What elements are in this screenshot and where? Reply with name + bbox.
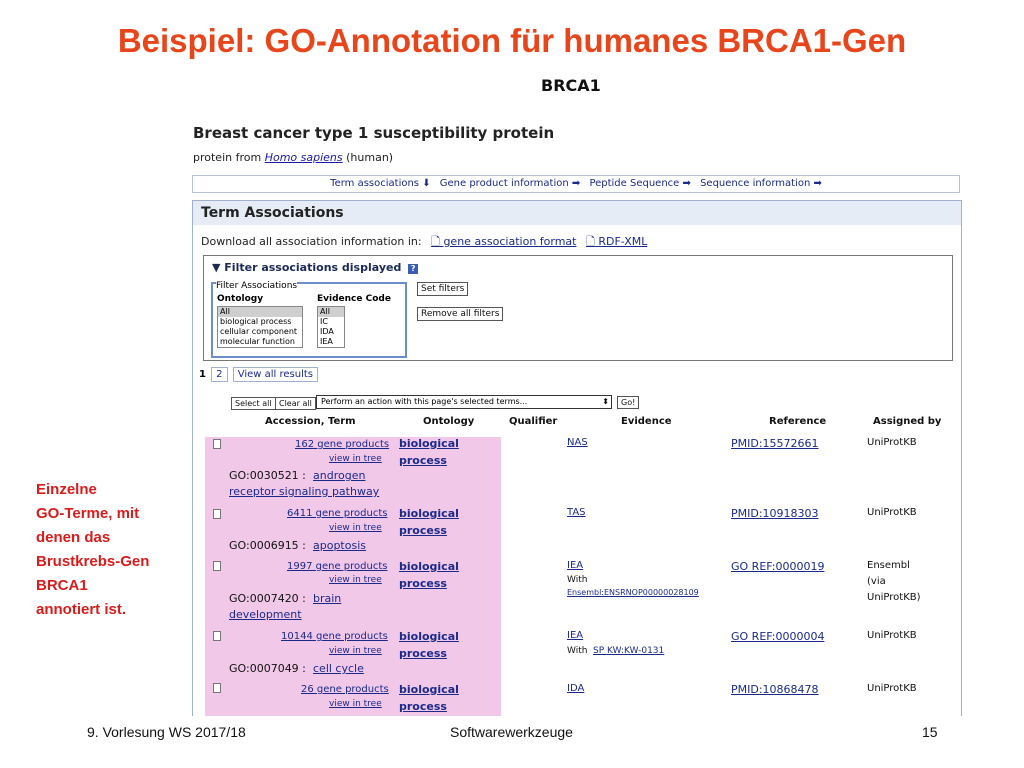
panel-header	[193, 201, 961, 225]
view-in-tree-link[interactable]: view in tree	[329, 575, 382, 585]
filter-toggle[interactable]	[212, 261, 418, 274]
chevron-down-icon: ⬍	[602, 397, 609, 406]
evidence-option[interactable]: IDA	[320, 327, 334, 336]
side-note-line: Einzelne	[36, 481, 97, 498]
col-accession-term: Accession, Term	[265, 416, 356, 427]
go-button[interactable]: Go!	[617, 396, 639, 409]
side-note-line: GO-Terme, mit	[36, 505, 140, 522]
remove-filters-button[interactable]: Remove all filters	[417, 307, 503, 321]
with-label: With	[567, 646, 588, 656]
row-checkbox[interactable]	[213, 631, 221, 641]
protein-title: Breast cancer type 1 susceptibility protein	[193, 124, 555, 142]
nav-term-associations[interactable]: Term associations ⬇	[330, 178, 431, 189]
nav-gene-product-info[interactable]: Gene product information ➡	[439, 178, 581, 189]
assigned-by: Ensembl	[867, 560, 910, 571]
reference-link[interactable]: PMID:15572661	[731, 437, 819, 450]
ontology-link[interactable]: process	[399, 454, 447, 467]
assigned-by: (via	[867, 576, 886, 587]
pagination	[199, 367, 318, 382]
ontology-link[interactable]: process	[399, 577, 447, 590]
file-icon: 🗋	[431, 235, 440, 248]
go-term-link[interactable]: apoptosis	[313, 539, 366, 552]
evidence-listbox[interactable]	[317, 306, 345, 348]
col-reference: Reference	[769, 416, 827, 427]
col-evidence: Evidence	[621, 416, 672, 427]
panel-title: Term Associations	[201, 205, 344, 221]
ontology-listbox[interactable]	[217, 306, 303, 348]
reference-link[interactable]: GO REF:0000004	[731, 630, 825, 643]
col-qualifier: Qualifier	[509, 416, 558, 427]
action-select[interactable]	[316, 395, 612, 409]
reference-link[interactable]: GO REF:0000019	[731, 560, 825, 573]
evidence-link[interactable]: TAS	[567, 507, 586, 518]
filter-panel	[203, 255, 953, 361]
view-all-results-link[interactable]: View all results	[233, 367, 318, 382]
ontology-link[interactable]: process	[399, 524, 447, 537]
side-note-line: denen das	[36, 529, 111, 546]
reference-link[interactable]: PMID:10868478	[731, 683, 819, 696]
go-id: GO:0030521 :	[229, 469, 306, 482]
side-note-line: annotiert ist.	[36, 601, 127, 618]
action-select-value: Perform an action with this page's selected terms...	[321, 397, 528, 406]
rdf-xml-link[interactable]	[586, 235, 647, 248]
with-value-link[interactable]: Ensembl:ENSRNOP00000028109	[567, 588, 699, 597]
row-checkbox[interactable]	[213, 683, 221, 693]
row-checkbox[interactable]	[213, 561, 221, 571]
side-note-line: BRCA1	[36, 577, 88, 594]
view-in-tree-link[interactable]: view in tree	[329, 646, 382, 656]
go-term-link[interactable]: brain	[313, 592, 342, 605]
go-term-link[interactable]: receptor signaling pathway	[229, 485, 380, 498]
page-2-link[interactable]: 2	[211, 367, 227, 382]
side-note-line: Brustkrebs-Gen	[36, 553, 150, 570]
footer-lecture: 9. Vorlesung WS 2017/18	[87, 724, 246, 740]
filter-group-label: Filter Associations	[216, 281, 298, 291]
col-assigned-by: Assigned by	[873, 416, 942, 427]
nav-sequence-info[interactable]: Sequence information ➡	[700, 178, 822, 189]
term-associations-panel	[192, 200, 962, 716]
filter-title-label: ▼ Filter associations displayed	[212, 261, 402, 274]
nav-peptide-sequence[interactable]: Peptide Sequence ➡	[589, 178, 691, 189]
assigned-by: UniProtKB	[867, 507, 917, 518]
help-icon[interactable]: ?	[408, 264, 418, 274]
go-term-link[interactable]: development	[229, 608, 302, 621]
with-value-link[interactable]: SP KW:KW-0131	[593, 646, 665, 656]
page-current: 1	[199, 369, 206, 380]
side-note	[36, 478, 176, 622]
ontology-option[interactable]: cellular component	[220, 327, 298, 336]
gene-products-link[interactable]: 26 gene products	[301, 684, 389, 695]
section-navbar	[192, 175, 960, 193]
with-label: With	[567, 575, 588, 585]
view-in-tree-link[interactable]: view in tree	[329, 523, 382, 533]
gene-heading: BRCA1	[541, 76, 601, 95]
ontology-link[interactable]: biological	[399, 507, 459, 520]
ontology-option[interactable]: All	[218, 307, 302, 317]
evidence-option[interactable]: All	[318, 307, 344, 317]
ontology-link[interactable]: biological	[399, 630, 459, 643]
go-term-link[interactable]: cell cycle	[313, 662, 364, 675]
evidence-option[interactable]: IEA	[320, 337, 333, 346]
protein-from-label: protein from	[193, 151, 262, 164]
evidence-code-label: Evidence Code	[317, 294, 391, 304]
row-checkbox[interactable]	[213, 439, 221, 449]
footer-course: Softwarewerkzeuge	[450, 724, 573, 740]
format1-label: gene association format	[443, 235, 577, 248]
view-in-tree-link[interactable]: view in tree	[329, 454, 382, 464]
clear-all-button[interactable]: Clear all	[275, 397, 316, 410]
ontology-link[interactable]: biological	[399, 437, 459, 450]
gene-association-format-link[interactable]	[431, 235, 576, 248]
go-id: GO:0006915 :	[229, 539, 306, 552]
ontology-option[interactable]: biological process	[220, 317, 292, 326]
ontology-label: Ontology	[217, 294, 264, 304]
amigo-screenshot	[190, 118, 965, 716]
evidence-link[interactable]: IDA	[567, 683, 585, 694]
ontology-link[interactable]: process	[399, 647, 447, 660]
ontology-link[interactable]: process	[399, 700, 447, 713]
go-id: GO:0007420 :	[229, 592, 306, 605]
species-link[interactable]: Homo sapiens	[264, 151, 343, 164]
gene-products-link[interactable]: 6411 gene products	[287, 508, 388, 519]
set-filters-button[interactable]: Set filters	[417, 282, 468, 296]
select-all-button[interactable]: Select all	[231, 397, 276, 410]
species-common: (human)	[346, 151, 394, 164]
go-id: GO:0007049 :	[229, 662, 306, 675]
gene-products-link[interactable]: 162 gene products	[295, 439, 390, 450]
ontology-link[interactable]: biological	[399, 683, 459, 696]
footer-page-number: 15	[922, 724, 938, 740]
evidence-option[interactable]: IC	[320, 317, 328, 326]
protein-source	[193, 151, 393, 164]
gene-products-link[interactable]: 1997 gene products	[287, 561, 388, 572]
download-row	[201, 233, 647, 252]
view-in-tree-link[interactable]: view in tree	[329, 699, 382, 709]
gene-products-link[interactable]: 10144 gene products	[281, 631, 388, 642]
format2-label: RDF-XML	[598, 235, 648, 248]
assigned-by: UniProtKB	[867, 630, 917, 641]
go-term-link[interactable]: androgen	[313, 469, 366, 482]
reference-link[interactable]: PMID:10918303	[731, 507, 819, 520]
file-icon: 🗋	[585, 235, 595, 248]
assigned-by: UniProtKB)	[867, 592, 921, 603]
assigned-by: UniProtKB	[867, 437, 917, 448]
slide-title: Beispiel: GO-Annotation für humanes BRCA1-Gen	[117, 22, 907, 59]
download-label: Download all association information in:	[201, 235, 422, 248]
evidence-link[interactable]: IEA	[567, 560, 584, 571]
evidence-link[interactable]: NAS	[567, 437, 588, 448]
evidence-link[interactable]: IEA	[567, 630, 584, 641]
ontology-option[interactable]: molecular function	[220, 337, 295, 346]
row-checkbox[interactable]	[213, 509, 221, 519]
assigned-by: UniProtKB	[867, 683, 917, 694]
filter-associations-group	[211, 282, 407, 358]
ontology-link[interactable]: biological	[399, 560, 459, 573]
col-ontology: Ontology	[423, 416, 475, 427]
